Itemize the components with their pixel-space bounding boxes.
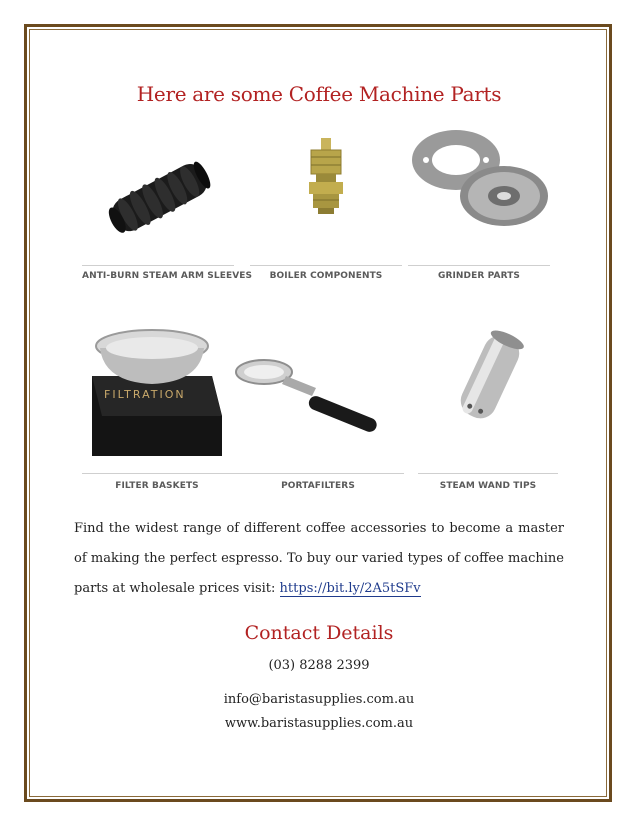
- product-steam-wand-tips: [418, 316, 558, 496]
- product-label: GRINDER PARTS: [437, 271, 521, 281]
- shop-link[interactable]: https://bit.ly/2A5tSFv: [279, 581, 421, 596]
- contact-phone: (03) 8288 2399: [268, 658, 370, 673]
- product-label: BOILER COMPONENTS: [269, 271, 383, 281]
- product-boiler-components: [250, 124, 402, 284]
- contact-email: info@baristasupplies.com.au: [223, 692, 415, 707]
- boiler-valve-icon: [250, 124, 402, 264]
- contact-website: www.baristasupplies.com.au: [224, 716, 414, 731]
- product-grinder-parts: [408, 124, 550, 284]
- portafilter-icon: [232, 316, 404, 468]
- product-label: ANTI-BURN STEAM ARM SLEEVES: [82, 271, 253, 281]
- page-title: Here are some Coffee Machine Parts: [136, 82, 502, 106]
- contact-heading: Contact Details: [244, 622, 394, 644]
- product-filter-baskets: [82, 316, 232, 496]
- product-anti-burn-steam-arm-sleeves: [82, 124, 253, 284]
- description-paragraph: [74, 514, 564, 604]
- product-label: FILTER BASKETS: [115, 481, 199, 491]
- product-portafilters: [232, 316, 404, 496]
- product-label: PORTAFILTERS: [281, 481, 355, 491]
- filter-box-text: FILTRATION: [104, 388, 186, 401]
- grinder-burrs-icon: [408, 124, 550, 264]
- steam-wand-tip-icon: [418, 316, 558, 468]
- product-label: STEAM WAND TIPS: [439, 481, 537, 491]
- description-text: Find the widest range of different coffee accessories to become a master of making the perfect espresso. To buy our varied types of coffee machine parts at wholesale prices visit:: [74, 521, 564, 596]
- steam-arm-sleeve-icon: [82, 124, 234, 264]
